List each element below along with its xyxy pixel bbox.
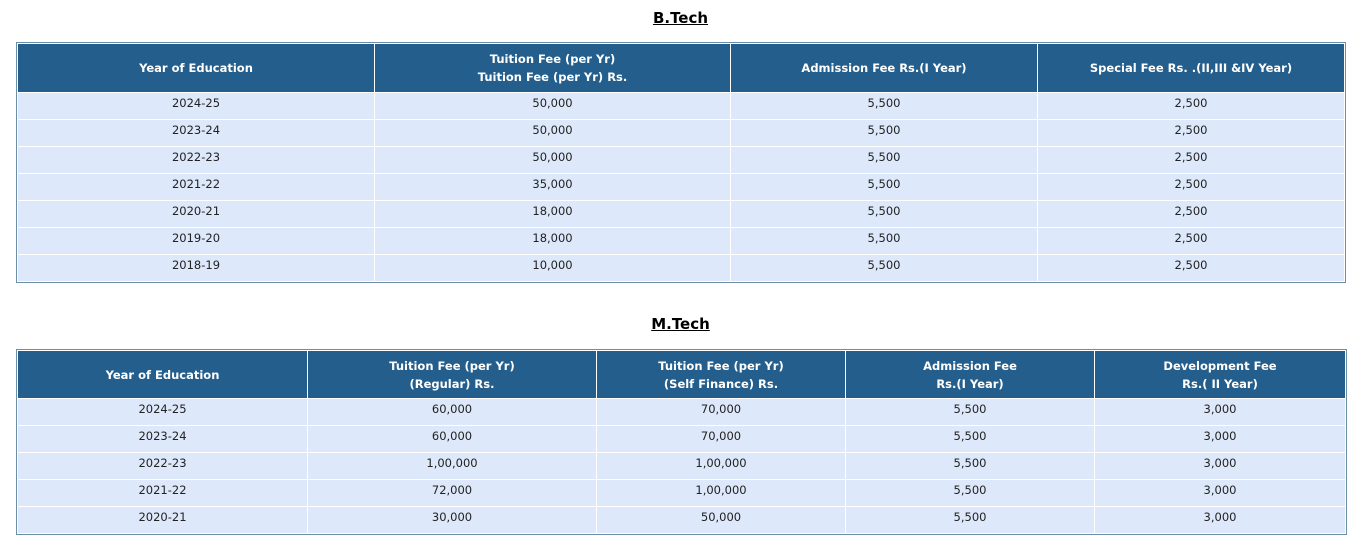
- btech-header-row: [18, 44, 1344, 92]
- btech-cell-special: 2,500: [1038, 120, 1344, 146]
- mtech-header-regular: [308, 351, 596, 398]
- mtech-header-admission: [846, 351, 1094, 398]
- mtech-header-regular-line2: (Regular) Rs.: [409, 376, 495, 391]
- mtech-cell-development: 3,000: [1095, 480, 1345, 506]
- btech-table-row: [18, 201, 1344, 227]
- mtech-header-year: Year of Education: [18, 351, 307, 398]
- mtech-header-admission-line2: Rs.(I Year): [936, 376, 1004, 391]
- mtech-cell-admission: 5,500: [846, 507, 1094, 533]
- mtech-table-row: [18, 507, 1345, 533]
- btech-cell-admission: 5,500: [731, 174, 1037, 200]
- btech-cell-year: 2023-24: [18, 120, 374, 146]
- mtech-cell-year: 2023-24: [18, 426, 307, 452]
- btech-cell-admission: 5,500: [731, 228, 1037, 254]
- btech-cell-tuition: 50,000: [375, 93, 730, 119]
- btech-cell-year: 2018-19: [18, 255, 374, 281]
- btech-cell-admission: 5,500: [731, 255, 1037, 281]
- mtech-cell-regular: 30,000: [308, 507, 596, 533]
- btech-cell-admission: 5,500: [731, 120, 1037, 146]
- mtech-table-row: [18, 453, 1345, 479]
- btech-cell-tuition: 50,000: [375, 120, 730, 146]
- btech-cell-tuition: 10,000: [375, 255, 730, 281]
- mtech-cell-admission: 5,500: [846, 399, 1094, 425]
- btech-cell-special: 2,500: [1038, 255, 1344, 281]
- mtech-cell-development: 3,000: [1095, 453, 1345, 479]
- btech-table-row: [18, 147, 1344, 173]
- btech-header-special: Special Fee Rs. .(II,III &IV Year): [1038, 44, 1344, 92]
- mtech-header-self-line1: Tuition Fee (per Yr): [658, 358, 784, 373]
- btech-cell-special: 2,500: [1038, 201, 1344, 227]
- btech-header-admission: Admission Fee Rs.(I Year): [731, 44, 1037, 92]
- btech-header-year: Year of Education: [18, 44, 374, 92]
- btech-cell-special: 2,500: [1038, 147, 1344, 173]
- mtech-header-development-line2: Rs.( II Year): [1182, 376, 1258, 391]
- mtech-cell-self-finance: 1,00,000: [597, 480, 845, 506]
- btech-cell-special: 2,500: [1038, 174, 1344, 200]
- mtech-table-body: [18, 399, 1345, 533]
- btech-header-tuition-line2: Tuition Fee (per Yr) Rs.: [477, 70, 628, 84]
- mtech-cell-year: 2024-25: [18, 399, 307, 425]
- mtech-header-regular-line1: Tuition Fee (per Yr): [389, 358, 515, 373]
- btech-header-tuition-line1: Tuition Fee (per Yr): [489, 52, 616, 66]
- mtech-cell-self-finance: 70,000: [597, 426, 845, 452]
- btech-header-tuition: [375, 44, 730, 92]
- mtech-header-development: [1095, 351, 1345, 398]
- btech-cell-year: 2024-25: [18, 93, 374, 119]
- btech-cell-tuition: 50,000: [375, 147, 730, 173]
- mtech-header-development-line1: Development Fee: [1163, 358, 1277, 373]
- mtech-cell-development: 3,000: [1095, 399, 1345, 425]
- btech-cell-tuition: 18,000: [375, 201, 730, 227]
- mtech-cell-admission: 5,500: [846, 453, 1094, 479]
- mtech-cell-regular: 60,000: [308, 399, 596, 425]
- btech-table-row: [18, 255, 1344, 281]
- mtech-header-self-line2: (Self Finance) Rs.: [663, 376, 779, 391]
- btech-fee-table: [16, 42, 1346, 283]
- btech-table-row: [18, 93, 1344, 119]
- btech-cell-year: 2020-21: [18, 201, 374, 227]
- mtech-header-admission-line1: Admission Fee: [923, 358, 1017, 373]
- mtech-cell-year: 2022-23: [18, 453, 307, 479]
- mtech-table-row: [18, 426, 1345, 452]
- btech-table-row: [18, 120, 1344, 146]
- mtech-cell-self-finance: 50,000: [597, 507, 845, 533]
- btech-cell-admission: 5,500: [731, 201, 1037, 227]
- btech-cell-tuition: 35,000: [375, 174, 730, 200]
- mtech-table-row: [18, 399, 1345, 425]
- mtech-table-row: [18, 480, 1345, 506]
- btech-cell-admission: 5,500: [731, 93, 1037, 119]
- mtech-cell-self-finance: 70,000: [597, 399, 845, 425]
- mtech-cell-regular: 72,000: [308, 480, 596, 506]
- mtech-cell-admission: 5,500: [846, 480, 1094, 506]
- btech-cell-year: 2022-23: [18, 147, 374, 173]
- btech-cell-special: 2,500: [1038, 93, 1344, 119]
- mtech-fee-table: [16, 349, 1347, 535]
- mtech-cell-year: 2021-22: [18, 480, 307, 506]
- btech-cell-tuition: 18,000: [375, 228, 730, 254]
- mtech-cell-regular: 60,000: [308, 426, 596, 452]
- mtech-cell-development: 3,000: [1095, 507, 1345, 533]
- mtech-cell-regular: 1,00,000: [308, 453, 596, 479]
- mtech-cell-year: 2020-21: [18, 507, 307, 533]
- btech-table-row: [18, 174, 1344, 200]
- mtech-cell-development: 3,000: [1095, 426, 1345, 452]
- mtech-header-self-finance: [597, 351, 845, 398]
- btech-cell-year: 2019-20: [18, 228, 374, 254]
- btech-table-body: [18, 93, 1344, 281]
- mtech-section-title: M.Tech: [651, 315, 710, 333]
- mtech-cell-self-finance: 1,00,000: [597, 453, 845, 479]
- mtech-header-row: [18, 351, 1345, 398]
- btech-cell-admission: 5,500: [731, 147, 1037, 173]
- mtech-cell-admission: 5,500: [846, 426, 1094, 452]
- btech-section-title: B.Tech: [652, 9, 709, 27]
- btech-cell-year: 2021-22: [18, 174, 374, 200]
- btech-cell-special: 2,500: [1038, 228, 1344, 254]
- btech-table-row: [18, 228, 1344, 254]
